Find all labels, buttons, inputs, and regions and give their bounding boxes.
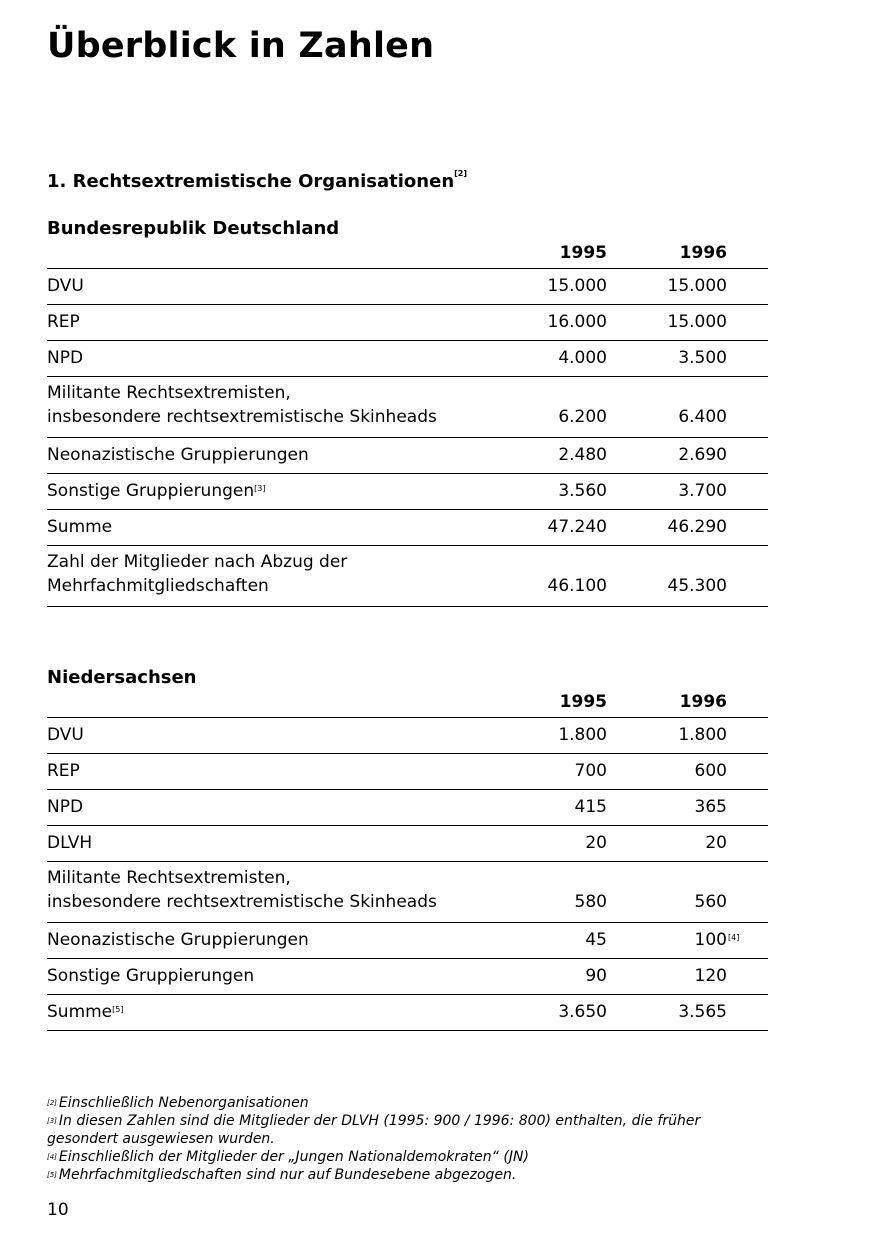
footnote-ref: [4] [728,933,740,942]
value-1995: 47.240 [547,517,607,537]
value-1995: 580 [574,892,607,912]
value-1995: 3.560 [558,481,607,501]
column-header-1995: 1995 [559,692,607,712]
row-label-text: Neonazistische Gruppierungen [47,445,309,465]
row-label-text: Militante Rechtsextremisten, insbesondere rechtsextremistische Skinheads [47,868,437,912]
row-label-text: Sonstige Gruppierungen [47,966,255,986]
footnote-ref: [2] [454,169,468,178]
value-1996-cell [607,445,727,465]
row-label [47,348,487,368]
value-1996-cell [607,348,727,368]
value-1995: 3.650 [558,1002,607,1022]
table-row [47,474,768,510]
table-row [47,546,768,607]
row-label-text: REP [47,761,80,781]
table-niedersachsen [47,665,768,1031]
value-1995: 415 [574,797,607,817]
table-header-row [47,242,768,269]
value-1996: 15.000 [667,312,727,332]
value-1995: 700 [574,761,607,781]
row-label [47,797,487,817]
row-label [47,930,487,950]
table-row [47,959,768,995]
row-label-text: Neonazistische Gruppierungen [47,930,309,950]
row-label-text: Summe [47,1002,113,1022]
value-1996: 20 [705,833,727,853]
row-label [47,550,487,598]
section-title: 1. Rechtsextremistische Organisationen [47,171,455,192]
value-1996: 15.000 [667,276,727,296]
value-1996-cell [607,966,727,986]
page-title: Überblick in Zahlen [47,26,435,66]
value-1996-cell [607,890,727,914]
value-1996-cell [607,797,727,817]
row-label-text: DLVH [47,833,93,853]
row-label [47,761,487,781]
section-heading [47,171,467,192]
value-1996-cell [607,930,740,950]
value-1996-cell [607,481,727,501]
value-1996-cell [607,761,727,781]
value-1996-cell [607,725,727,745]
row-label-text: Zahl der Mitglieder nach Abzug der Mehrfachmitgliedschaften [47,552,348,596]
table-row [47,862,768,923]
table-row [47,305,768,341]
row-label-text: REP [47,312,80,332]
row-label-text: Summe [47,517,113,537]
row-label-text: DVU [47,276,84,296]
footnote-mark: [2] [47,1099,57,1107]
value-1996: 560 [694,892,727,912]
value-1995: 1.800 [558,725,607,745]
header-spacer [47,242,487,264]
value-1996: 2.690 [678,445,727,465]
footnote-mark: [5] [47,1171,57,1179]
value-1996: 600 [694,761,727,781]
row-label [47,381,487,429]
value-1996: 100 [694,930,727,950]
row-label [47,276,487,296]
value-1996-cell [607,276,727,296]
value-1995: 15.000 [547,276,607,296]
row-label [47,866,487,914]
row-label [47,445,487,465]
table-row [47,923,768,959]
row-label [47,481,487,501]
table-row [47,790,768,826]
footnote-ref: [3] [254,484,266,493]
value-1996-cell [607,833,727,853]
footnote-mark: [3] [47,1117,57,1125]
table-row [47,341,768,377]
table-row [47,754,768,790]
footnote-text: Einschließlich der Mitglieder der „Jungen Nationaldemokraten“ (JN) [58,1149,529,1165]
value-1996-cell [607,405,727,429]
table-row [47,377,768,438]
value-1995: 16.000 [547,312,607,332]
value-1995: 2.480 [558,445,607,465]
table-row [47,269,768,305]
value-1995: 4.000 [558,348,607,368]
table-row [47,438,768,474]
footnote-ref: [5] [112,1005,124,1014]
row-label-text: NPD [47,348,84,368]
footnote-mark: [4] [47,1153,57,1161]
row-label-text: Sonstige Gruppierungen [47,481,255,501]
footnote [47,1112,767,1148]
value-1996: 45.300 [667,576,727,596]
column-header-1996: 1996 [679,243,727,263]
value-1996-cell [607,1002,727,1022]
value-1995: 20 [585,833,607,853]
value-1995: 46.100 [547,576,607,596]
column-header-1995: 1995 [559,243,607,263]
footnote-text: Mehrfachmitgliedschaften sind nur auf Bundesebene abgezogen. [58,1167,517,1183]
value-1995: 45 [585,930,607,950]
row-label [47,725,487,745]
value-1996: 46.290 [667,517,727,537]
row-label-text: Militante Rechtsextremisten, insbesondere rechtsextremistische Skinheads [47,383,437,427]
region-title: Niedersachsen [47,667,197,688]
value-1995: 90 [585,966,607,986]
page-number: 10 [47,1200,69,1220]
value-1996: 365 [694,797,727,817]
value-1996: 3.700 [678,481,727,501]
row-label [47,966,487,986]
value-1996: 120 [694,966,727,986]
value-1996: 6.400 [678,407,727,427]
value-1996-cell [607,574,727,598]
footnote-text: Einschließlich Nebenorganisationen [58,1095,309,1111]
footnote [47,1094,767,1112]
table-row [47,995,768,1031]
table-bundesrepublik [47,216,768,607]
value-1996: 1.800 [678,725,727,745]
footnote [47,1148,767,1166]
footnote [47,1166,767,1184]
footnotes [47,1094,767,1184]
header-spacer [47,691,487,713]
row-label-text: NPD [47,797,84,817]
value-1995: 6.200 [558,407,607,427]
value-1996: 3.565 [678,1002,727,1022]
value-1996: 3.500 [678,348,727,368]
row-label [47,1002,487,1022]
table-row [47,718,768,754]
row-label [47,833,487,853]
row-label [47,517,487,537]
table-row [47,826,768,862]
region-title: Bundesrepublik Deutschland [47,218,340,239]
row-label [47,312,487,332]
table-header-row [47,691,768,718]
footnote-text: In diesen Zahlen sind die Mitglieder der DLVH (1995: 900 / 1996: 800) enthalten, die früher gesondert ausgewiesen wurden. [47,1113,701,1147]
value-1996-cell [607,517,727,537]
row-label-text: DVU [47,725,84,745]
column-header-1996: 1996 [679,692,727,712]
value-1996-cell [607,312,727,332]
table-row [47,510,768,546]
